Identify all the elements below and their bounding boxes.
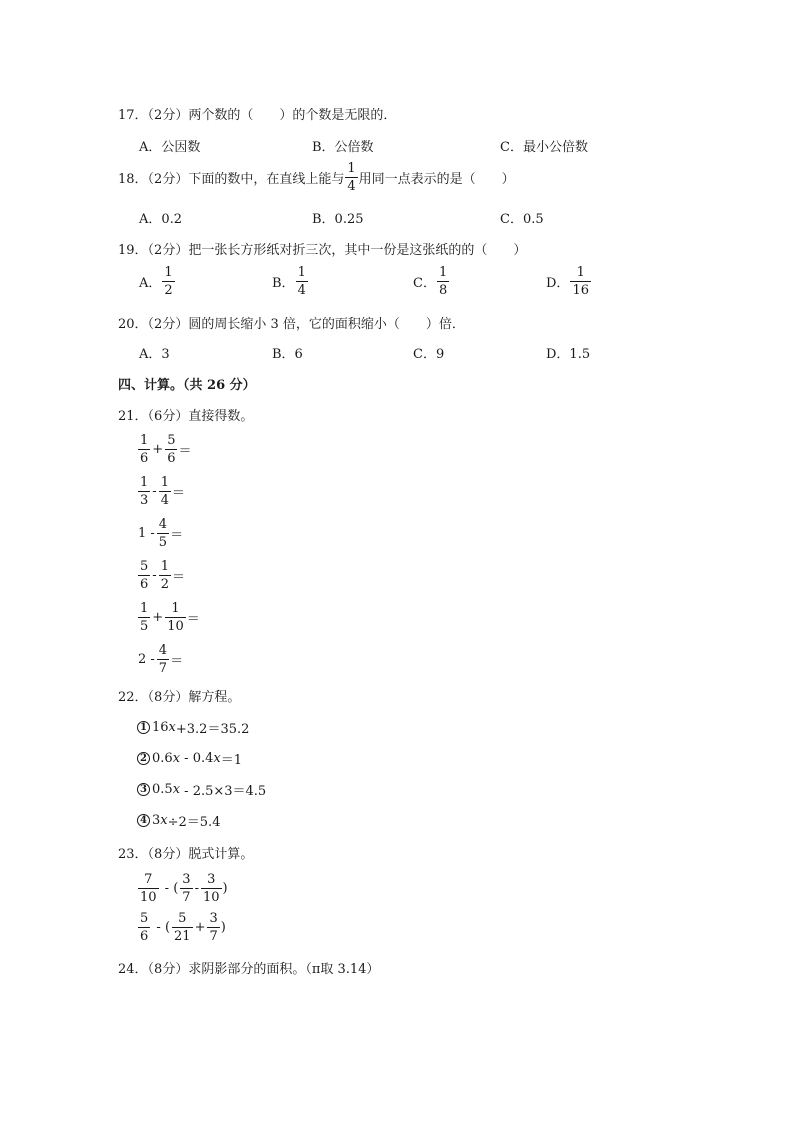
q19-option-a [139,266,176,297]
fraction [165,602,186,633]
frac-denominator: 6 [140,451,149,466]
q19-option-d-fraction [570,266,591,297]
q19-option-b-label: B． [272,276,295,291]
section-heading: 四、计算。（共 26 分） [118,378,256,393]
question-22: 22．（8分）解方程。 [118,690,241,705]
variable-x: x [172,751,181,766]
frac-numerator: 5 [140,559,149,574]
circled-number: 1 [137,721,150,734]
q19-option-c [413,266,450,297]
frac-denominator: 2 [160,577,169,592]
frac-numerator: 1 [297,265,306,280]
fraction [159,476,171,507]
q19-option-a-label: A． [139,276,162,291]
q22-equation-2 [137,749,242,768]
frac-denominator: 2 [164,283,173,298]
equals-sign: ＝ [178,444,192,459]
q18-option-c: C．0.5 [500,212,544,227]
equals-sign: ＝ [170,654,184,669]
q20-option-b: B．6 [272,347,303,362]
fraction [165,434,177,465]
frac-denominator: 7 [182,890,191,905]
frac-denominator: 4 [160,493,169,508]
q17-option-b: B．公倍数 [312,140,374,155]
eq-term: ＝1 [220,753,242,768]
eq-term: 16 [152,720,169,735]
equals-sign: ＝ [171,570,185,585]
question-24: 24．（8分）求阴影部分的面积。（π取 3.14） [118,962,380,977]
q21-item-1 [137,434,191,465]
frac-numerator: 1 [160,475,169,490]
eq-term: +3.2＝35.2 [175,722,250,737]
q23-expression-1 [137,873,228,904]
frac-numerator: 3 [207,872,216,887]
q21-item-5 [137,602,200,633]
fraction [138,434,150,465]
question-19: 19．（2分）把一张长方形纸对折三次，其中一份是这张纸的的（ ） [118,243,527,258]
close-paren: ) [222,881,228,896]
frac-denominator: 8 [438,283,448,298]
q22-equation-4 [137,811,220,830]
whole-number-term: 2 - [138,652,155,667]
eq-term: - 0.4 [180,751,214,766]
frac-numerator: 1 [140,433,149,448]
frac-denominator: 6 [140,577,149,592]
q23-expression-2 [137,912,226,943]
frac-denominator: 21 [174,929,191,944]
frac-denominator: 10 [202,890,220,905]
q21-item-6 [137,644,183,675]
frac-numerator: 5 [167,433,176,448]
q19-option-c-label: C． [413,276,436,291]
equals-sign: ＝ [186,612,200,627]
fraction [201,873,222,904]
frac-numerator: 1 [171,601,180,616]
q18-option-b: B．0.25 [312,212,364,227]
q18-text-after: 用同一点表示的是（ ） [358,172,515,187]
q22-equation-1 [137,718,249,737]
frac-denominator: 16 [572,283,589,298]
q20-option-c: C．9 [413,347,445,362]
equals-sign: ＝ [171,486,185,501]
circled-number: 3 [137,783,150,796]
question-18 [118,162,515,193]
frac-denominator: 6 [140,929,149,944]
fraction [172,912,193,943]
q18-frac-numerator: 1 [347,161,356,176]
frac-numerator: 1 [164,265,173,280]
operator: + [152,610,164,625]
frac-denominator: 5 [158,535,168,550]
fraction [157,644,169,675]
operator: - [152,484,157,499]
eq-term: - 2.5×3＝4.5 [180,784,267,799]
variable-x: x [172,782,181,797]
frac-denominator: 7 [158,661,168,676]
variable-x: x [213,751,221,766]
q21-item-4 [137,560,185,591]
frac-numerator: 3 [209,911,218,926]
frac-numerator: 7 [144,872,153,887]
fraction [138,873,159,904]
eq-term: ÷2＝5.4 [167,815,221,830]
frac-denominator: 10 [167,619,184,634]
q19-option-b [272,266,309,297]
frac-denominator: 4 [297,283,306,298]
q18-text-before: 18．（2分）下面的数中，在直线上能与 [118,172,345,187]
frac-numerator: 4 [158,517,168,532]
question-17: 17．（2分）两个数的（ ）的个数是无限的． [118,108,397,123]
circled-number: 2 [137,752,150,765]
operator: + [152,442,164,457]
q17-option-c: C．最小公倍数 [500,140,588,155]
q19-option-d [546,266,592,297]
frac-denominator: 10 [140,890,157,905]
operator: - [152,568,157,583]
q21-item-2 [137,476,185,507]
frac-denominator: 6 [167,451,176,466]
fraction [157,518,169,549]
frac-numerator: 1 [438,265,448,280]
fraction [138,912,150,943]
q18-option-a: A．0.2 [139,212,183,227]
q19-option-c-fraction [437,266,449,297]
frac-numerator: 5 [140,911,149,926]
question-20: 20．（2分）圆的周长缩小 3 倍，它的面积缩小（ ）倍． [118,317,465,332]
frac-denominator: 3 [140,493,149,508]
q18-fraction [345,162,357,193]
q20-option-d: D．1.5 [546,347,591,362]
frac-numerator: 5 [178,911,187,926]
fraction [180,873,192,904]
close-paren: ) [220,920,226,935]
fraction [138,602,150,633]
fraction [138,476,150,507]
question-23: 23．（8分）脱式计算。 [118,847,254,862]
eq-term: 3 [152,813,161,828]
q17-option-a: A．公因数 [139,140,201,155]
frac-numerator: 1 [160,559,169,574]
operator: - ( [152,920,171,935]
frac-numerator: 1 [140,475,149,490]
equals-sign: ＝ [170,528,184,543]
variable-x: x [168,720,176,735]
q20-option-a: A．3 [139,347,170,362]
q19-option-a-fraction [162,266,174,297]
whole-number-term: 1 - [138,526,155,541]
q18-frac-denominator: 4 [347,179,356,194]
frac-numerator: 3 [182,872,191,887]
variable-x: x [160,813,168,828]
frac-numerator: 1 [140,601,149,616]
frac-denominator: 5 [140,619,149,634]
operator: - ( [160,881,179,896]
operator: + [194,920,206,935]
fraction [138,560,150,591]
q19-option-d-label: D． [546,276,570,291]
frac-numerator: 1 [576,265,585,280]
eq-term: 0.6 [152,751,173,766]
frac-denominator: 7 [209,929,218,944]
q22-equation-3 [137,780,266,799]
operator: - [194,881,199,896]
q21-item-3 [137,518,183,549]
frac-numerator: 4 [158,643,168,658]
fraction [207,912,219,943]
circled-number: 4 [137,814,150,827]
fraction [159,560,171,591]
q19-option-b-fraction [296,266,308,297]
eq-term: 0.5 [152,782,173,797]
question-21: 21．（6分）直接得数。 [118,409,254,424]
